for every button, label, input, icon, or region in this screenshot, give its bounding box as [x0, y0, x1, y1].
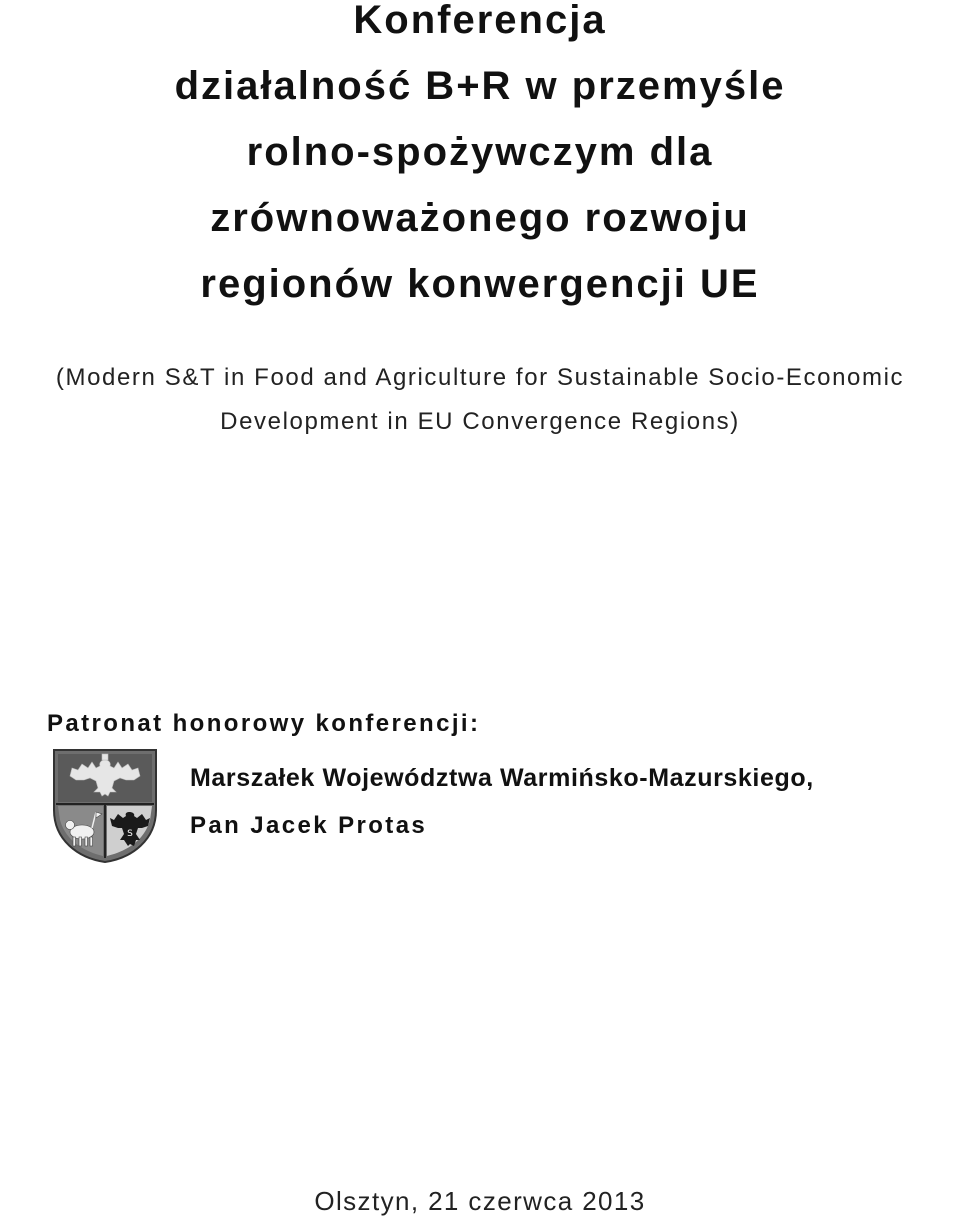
title-line: zrównoważonego rozwoju — [210, 196, 750, 240]
subtitle-line: (Modern S&T in Food and Agriculture for Sustainable Socio-Economic — [55, 364, 905, 391]
title-line: działalność B+R w przemyśle — [174, 64, 786, 108]
title-line: regionów konwergencji UE — [200, 262, 760, 306]
patronage-heading: Patronat honorowy konferencji: — [47, 710, 481, 737]
english-subtitle — [0, 362, 960, 450]
conference-title — [0, 0, 960, 330]
patron-name: Pan Jacek Protas — [190, 812, 428, 839]
place-and-date: Olsztyn, 21 czerwca 2013 — [314, 1186, 646, 1216]
title-line: rolno-spożywczym dla — [246, 130, 714, 174]
subtitle-line: Development in EU Convergence Regions) — [220, 408, 740, 435]
patron-title: Marszałek Województwa Warmińsko-Mazurskiego, — [190, 764, 814, 792]
title-line: Konferencja — [353, 0, 607, 42]
coat-of-arms-icon — [52, 748, 158, 864]
svg-text:S: S — [127, 829, 133, 839]
